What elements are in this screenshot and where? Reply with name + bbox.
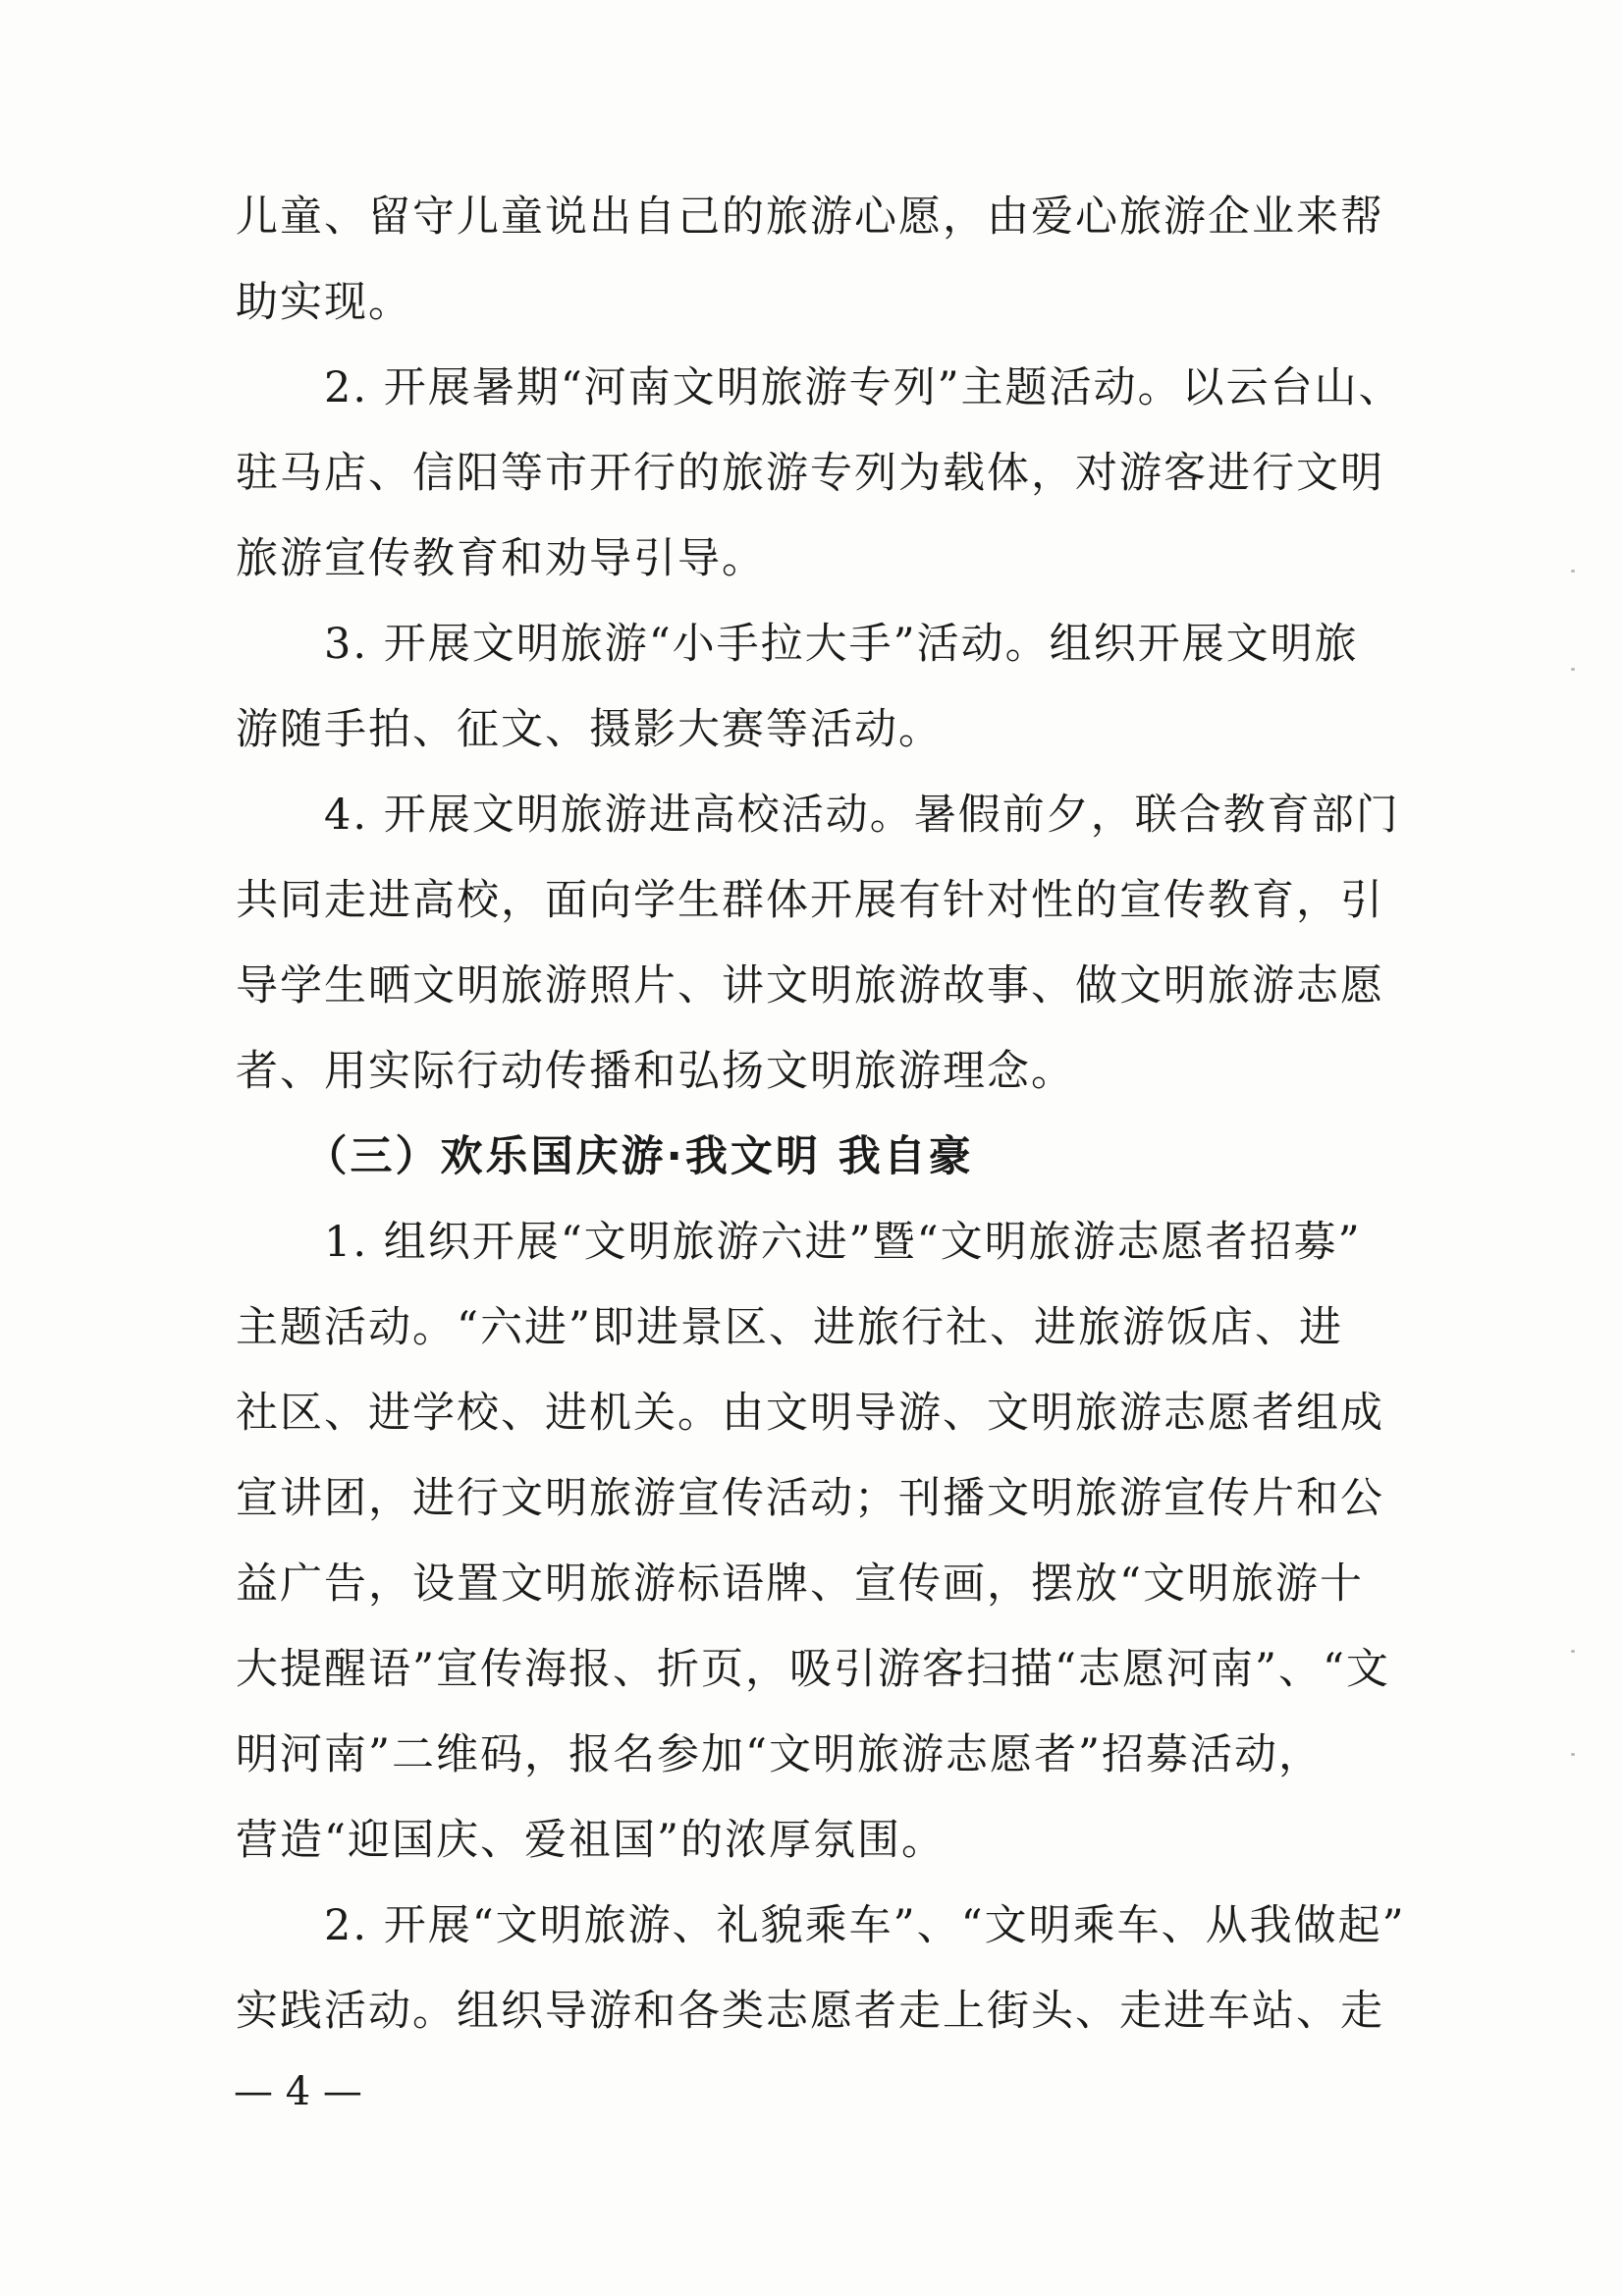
text-line: 2. 开展“文明旅游、礼貌乘车”、“文明乘车、从我做起” xyxy=(236,1901,1406,1950)
text-line: 驻马店、信阳等市开行的旅游专列为载体，对游客进行文明 xyxy=(236,449,1384,498)
text-line: 游随手拍、征文、摄影大赛等活动。 xyxy=(236,705,943,754)
text-line: 社区、进学校、进机关。由文明导游、文明旅游志愿者组成 xyxy=(236,1389,1384,1438)
text-line: 儿童、留守儿童说出自己的旅游心愿，由爱心旅游企业来帮 xyxy=(236,192,1384,242)
body-text xyxy=(236,175,1406,2054)
text-line: 主题活动。“六进”即进景区、进旅行社、进旅游饭店、进 xyxy=(236,1303,1343,1352)
text-line: 旅游宣传教育和劝导引导。 xyxy=(236,534,766,583)
text-line: 助实现。 xyxy=(236,278,412,327)
scan-speck xyxy=(1571,1650,1575,1653)
page-number: — 4 — xyxy=(234,2069,362,2114)
text-line: 营造“迎国庆、爱祖国”的浓厚氛围。 xyxy=(236,1816,946,1865)
scan-speck xyxy=(1571,668,1575,671)
section-heading: （三）欢乐国庆游·我文明 我自豪 xyxy=(236,1132,974,1181)
text-line: 明河南”二维码，报名参加“文明旅游志愿者”招募活动， xyxy=(236,1730,1323,1779)
text-line: 4. 开展文明旅游进高校活动。暑假前夕，联合教育部门 xyxy=(236,791,1400,840)
scan-speck xyxy=(1571,1753,1575,1756)
text-line: 共同走进高校，面向学生群体开展有针对性的宣传教育，引 xyxy=(236,876,1384,925)
text-line: 导学生晒文明旅游照片、讲文明旅游故事、做文明旅游志愿 xyxy=(236,961,1384,1011)
text-line: 1. 组织开展“文明旅游六进”暨“文明旅游志愿者招募” xyxy=(236,1218,1362,1267)
text-line: 实践活动。组织导游和各类志愿者走上街头、走进车站、走 xyxy=(236,1987,1384,2036)
text-line: 益广告，设置文明旅游标语牌、宣传画，摆放“文明旅游十 xyxy=(236,1559,1364,1609)
text-line: 3. 开展文明旅游“小手拉大手”活动。组织开展文明旅 xyxy=(236,620,1359,669)
text-line: 大提醒语”宣传海报、折页，吸引游客扫描“志愿河南”、“文 xyxy=(236,1645,1390,1694)
text-line: 者、用实际行动传播和弘扬文明旅游理念。 xyxy=(236,1047,1075,1096)
text-line: 宣讲团，进行文明旅游宣传活动；刊播文明旅游宣传片和公 xyxy=(236,1474,1384,1523)
scan-speck xyxy=(1571,570,1575,573)
text-line: 2. 开展暑期“河南文明旅游专列”主题活动。以云台山、 xyxy=(236,363,1403,412)
